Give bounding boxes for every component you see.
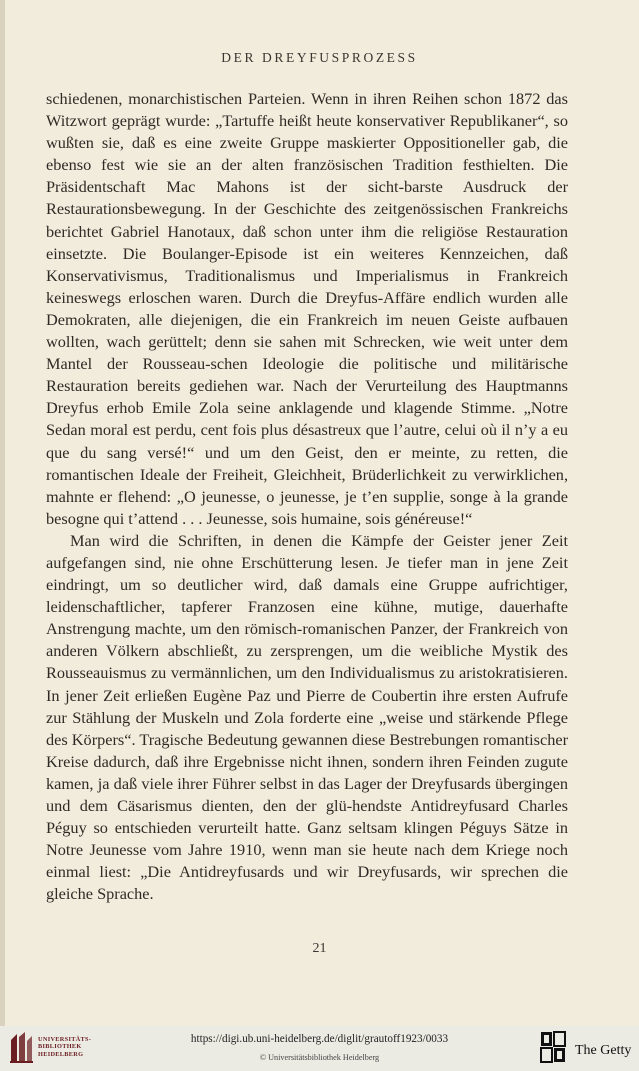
text-line: Tragische Bedeutung gewannen diese Bestrebungen romantischer	[139, 729, 568, 749]
body-text	[46, 88, 568, 905]
page-number: 21	[312, 941, 327, 956]
paragraph	[46, 88, 568, 530]
text-line: schiedenen, monarchistischen Parteien. Wenn in ihren Reihen schon	[46, 89, 503, 108]
permalink-url[interactable]: https://digi.ub.uni-heidelberg.de/diglit/grautoff1923/0033	[190, 1033, 449, 1045]
text-line: moral est perdu, cent fois plus désastreux que l’autre, celui où il	[90, 420, 511, 440]
text-line: Man wird die Schriften, in denen die Kämpfe der Geister jener	[70, 530, 533, 550]
text-line: schen Ideologie die politische und militärische Restauration bereits	[46, 354, 568, 396]
text-line: n’y a eu que du sang versé!“ und um den Geist, den er meinte, zu	[46, 420, 569, 462]
text-line: aufrichtiger, leidenschaftlicher, tapferer Franzosen eine kühne, mutige,	[46, 575, 568, 617]
text-line: der Frankreich von anderen Völkern abschließt, zu zersprengen, um	[46, 619, 568, 661]
text-line: 1910, wenn man sie heute nach dem Kriege noch einmal liest: „Die	[46, 840, 569, 882]
text-line: Emile Zola seine anklagende und klagende Stimme. „Notre Sedan	[46, 398, 568, 440]
text-line: supplie, songe à la grande besogne qui t’attend . . . Jeunesse, sois	[46, 486, 568, 528]
text-line: die Dreyfus-Affäre endlich wurden alle Demokraten, alle diejenigen,	[46, 287, 568, 329]
text-line: Dreyfusards übergingen und dem Cäsarismus dienten, den der glü-	[46, 773, 568, 815]
text-line: und Imperialismus in Frankreich keineswegs erloschen waren. Durch	[46, 265, 568, 307]
text-line: 1872 das Witzwort geprägt wurde: „Tartuffe heißt heute konservativer	[46, 89, 568, 131]
text-line: unter ihm die religiöse Restauration einsetzte. Die Boulanger-Episode	[46, 221, 568, 263]
text-line: die weibliche Mystik des Rousseauismus zu vermännlichen, um den	[46, 641, 568, 683]
running-head: DER DREYFUSPROZESS	[221, 50, 418, 65]
text-line: zu verwirklichen, mahnte er flehend: „O jeunesse, o jeunesse, je t’en	[46, 464, 569, 506]
paragraph	[46, 530, 568, 906]
getty-logo-icon	[540, 1031, 566, 1063]
text-line: retten, die romantischen Ideale der Freiheit, Gleichheit, Brüderlichkeit	[46, 442, 568, 484]
text-line: Tradition festhielten. Die Präsidentschaft Mac Mahons ist der sicht-	[46, 155, 569, 197]
text-line: denn sie sahen mit Schrecken, wie weit unter dem Mantel der Rousseau-	[46, 332, 569, 374]
text-line: barste Ausdruck der Restaurationsbewegung. In der Geschichte des	[46, 177, 568, 219]
text-line: Ganz seltsam klingen Péguys Sätze in Notre Jeunesse vom Jahre	[46, 818, 568, 860]
text-line: Kreise dadurch, daß ihre Ergebnisse nicht ihnen, sondern ihren Feinden	[46, 751, 520, 771]
text-line: zeitgenössischen Frankreichs berichtet Gabriel Hanotaux, daß schon	[46, 199, 568, 241]
text-line: gediehen war. Nach der Verurteilung des Hauptmanns Dreyfus erhob	[46, 376, 568, 418]
text-line: Antidreyfusards und wir Dreyfusards, wir sprechen die gleiche Sprache.	[46, 862, 569, 904]
text-line: ist ein weiteres Kennzeichen, daß Konservativismus, Traditionalismus	[46, 243, 568, 285]
text-line: und Pierre de Coubertin ihre ersten Aufrufe zur Stählung der Muskeln	[46, 685, 568, 727]
page-edge-shadow	[0, 0, 5, 1026]
text-line: dauerhafte Anstrengung machte, um den römisch-romanischen Panzer,	[46, 597, 568, 639]
text-line: humaine, sois généreuse!“	[301, 508, 473, 528]
text-line: Oppositioneller gab, die ebenso fest wie sie an der alten französischen	[46, 133, 568, 175]
text-line: und Zola forderte eine „weise und stärkende Pflege des Körpers“.	[46, 707, 568, 749]
text-line: Individualismus zu aristokratisieren. In jener Zeit erließen Eugène Paz	[46, 663, 568, 705]
getty-label: The Getty	[575, 1043, 632, 1058]
text-line: Republikaner“, so wußten sie, daß es eine zweite Gruppe maskierter	[46, 111, 568, 153]
text-line: die ein Frankreich im neuen Geiste aufbauen wollten, wach gerüttelt;	[46, 309, 569, 352]
copyright-notice: © Universitätsbibliothek Heidelberg	[259, 1053, 380, 1062]
text-line: Zeit aufgefangen sind, nie ohne Erschütterung lesen. Je tiefer man	[46, 530, 568, 572]
library-name-line-2: BIBLIOTHEK	[38, 1043, 82, 1051]
library-name-line-3: HEIDELBERG	[38, 1050, 84, 1058]
library-name-line-1: UNIVERSITÄTS-	[38, 1036, 92, 1043]
text-line: zugute kamen, ja daß viele ihrer Führer selbst in das Lager der	[46, 751, 568, 793]
text-line: hendste Antidreyfusard Charles Péguy so entschieden verurteilt hatte.	[46, 796, 568, 838]
text-line: in jene Zeit eindringt, um so deutlicher wird, daß damals eine Gruppe	[46, 552, 568, 595]
